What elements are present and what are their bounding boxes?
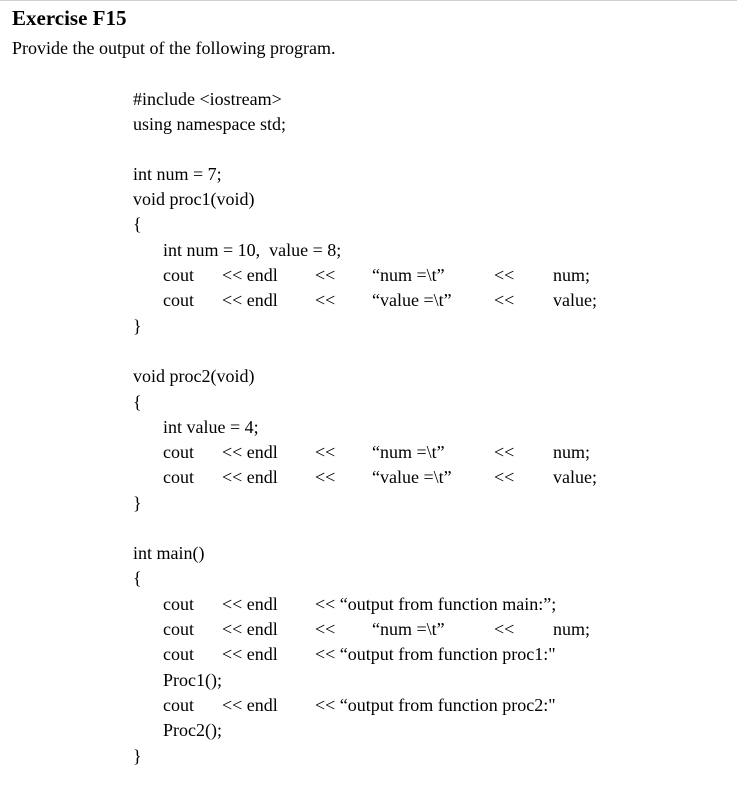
code-line bbox=[0, 364, 737, 389]
code-line bbox=[0, 415, 737, 440]
code-line bbox=[0, 541, 737, 566]
code-token: int main() bbox=[133, 543, 205, 563]
code-token: << endl bbox=[222, 442, 278, 462]
code-token: int num = 10, value = 8; bbox=[163, 240, 342, 260]
code-token: << bbox=[315, 290, 336, 310]
code-token: { bbox=[133, 568, 142, 588]
code-token: #include <iostream> bbox=[133, 89, 282, 109]
code-token: << bbox=[494, 442, 515, 462]
code-line bbox=[0, 566, 737, 591]
code-token: } bbox=[133, 746, 142, 766]
code-token: } bbox=[133, 493, 142, 513]
code-token: << bbox=[494, 467, 515, 487]
code-token: << “output from function proc1:" bbox=[315, 644, 556, 664]
code-line bbox=[0, 465, 737, 490]
code-token: } bbox=[133, 316, 142, 336]
code-line bbox=[0, 693, 737, 718]
code-token: << bbox=[494, 290, 515, 310]
code-token: void proc1(void) bbox=[133, 189, 255, 209]
code-token: “value =\t” bbox=[372, 467, 452, 487]
code-token: << bbox=[315, 265, 336, 285]
code-line bbox=[0, 263, 737, 288]
code-line bbox=[0, 112, 737, 137]
code-token: << bbox=[315, 467, 336, 487]
code-line bbox=[0, 668, 737, 693]
code-token: cout bbox=[163, 467, 194, 487]
code-token: { bbox=[133, 214, 142, 234]
code-token: << bbox=[315, 442, 336, 462]
code-line bbox=[0, 212, 737, 237]
code-line bbox=[0, 718, 737, 743]
code-token: “value =\t” bbox=[372, 290, 452, 310]
code-token: Proc2(); bbox=[163, 720, 222, 740]
code-token: cout bbox=[163, 644, 194, 664]
code-line bbox=[0, 440, 737, 465]
code-token: cout bbox=[163, 442, 194, 462]
code-line bbox=[0, 288, 737, 313]
code-line bbox=[0, 617, 737, 642]
code-token: cout bbox=[163, 290, 194, 310]
code-token: “num =\t” bbox=[372, 442, 445, 462]
code-line bbox=[0, 87, 737, 112]
code-token: cout bbox=[163, 695, 194, 715]
exercise-instruction: Provide the output of the following program. bbox=[12, 38, 336, 58]
code-token: cout bbox=[163, 619, 194, 639]
code-token: << endl bbox=[222, 265, 278, 285]
code-token: << “output from function proc2:" bbox=[315, 695, 556, 715]
code-token: int value = 4; bbox=[163, 417, 259, 437]
code-token: num; bbox=[553, 619, 591, 639]
code-token: value; bbox=[553, 467, 597, 487]
code-line bbox=[0, 390, 737, 415]
code-token: << bbox=[494, 619, 515, 639]
code-token: cout bbox=[163, 265, 194, 285]
code-token: void proc2(void) bbox=[133, 366, 255, 386]
code-token: “num =\t” bbox=[372, 619, 445, 639]
code-line bbox=[0, 314, 737, 339]
code-line bbox=[0, 744, 737, 769]
code-line bbox=[0, 162, 737, 187]
code-token: “num =\t” bbox=[372, 265, 445, 285]
code-token: << endl bbox=[222, 644, 278, 664]
code-line bbox=[0, 592, 737, 617]
code-token: Proc1(); bbox=[163, 670, 222, 690]
code-token: value; bbox=[553, 290, 597, 310]
code-token: using namespace std; bbox=[133, 114, 286, 134]
code-token: << endl bbox=[222, 619, 278, 639]
code-token: << endl bbox=[222, 695, 278, 715]
code-line bbox=[0, 187, 737, 212]
code-line bbox=[0, 642, 737, 667]
code-token: << endl bbox=[222, 594, 278, 614]
code-token: int num = 7; bbox=[133, 164, 222, 184]
code-token: << endl bbox=[222, 467, 278, 487]
exercise-title: Exercise F15 bbox=[12, 6, 127, 30]
code-token: << bbox=[315, 619, 336, 639]
code-token: { bbox=[133, 392, 142, 412]
code-token: << “output from function main:”; bbox=[315, 594, 557, 614]
code-line bbox=[0, 238, 737, 263]
code-token: cout bbox=[163, 594, 194, 614]
code-line bbox=[0, 491, 737, 516]
code-token: num; bbox=[553, 442, 591, 462]
code-token: num; bbox=[553, 265, 591, 285]
code-token: << bbox=[494, 265, 515, 285]
code-token: << endl bbox=[222, 290, 278, 310]
